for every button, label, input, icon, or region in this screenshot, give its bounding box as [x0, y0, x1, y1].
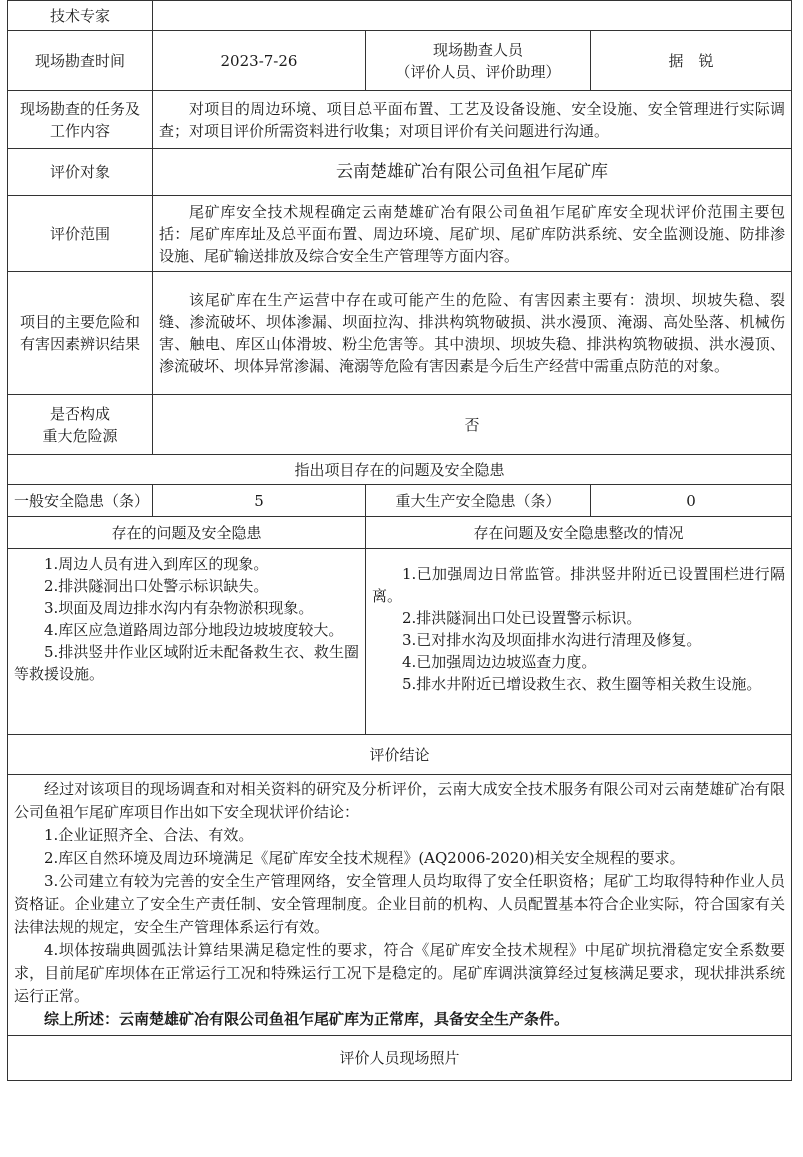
conclusion-paragraph: 2.库区自然环境及周边环境满足《尾矿库安全技术规程》(AQ2006-2020)相关安全规程的要求。 [44, 849, 685, 867]
hazard-label: 项目的主要危险和有害因素辨识结果 [8, 272, 153, 395]
list-item: 3.坝面及周边排水沟内有杂物淤积现象。 [44, 599, 314, 617]
object-label: 评价对象 [8, 149, 153, 196]
object-value: 云南楚雄矿冶有限公司鱼祖乍尾矿库 [153, 149, 792, 196]
general-hazard-label: 一般安全隐患（条） [8, 485, 153, 517]
list-item: 5.排水井附近已增设救生衣、救生圈等相关救生设施。 [402, 675, 762, 693]
scope-row [8, 196, 792, 272]
conclusion-paragraph: 经过对该项目的现场调查和对相关资料的研究及分析评价，云南大成安全技术服务有限公司对云南楚雄矿冶有限公司鱼祖乍尾矿库项目作出如下安全现状评价结论： [14, 780, 786, 821]
list-item: 2.排洪隧洞出口处已设置警示标识。 [402, 609, 642, 627]
survey-staff-label-line2: （评价人员、评价助理） [395, 62, 561, 81]
major-hazard-row [8, 395, 792, 455]
task-label: 现场勘查的任务及工作内容 [8, 91, 153, 149]
list-item: 1.已加强周边日常监管。排洪竖井附近已设置围栏进行隔离。 [372, 565, 786, 605]
photos-title: 评价人员现场照片 [8, 1036, 792, 1081]
major-hazard-label-line2: 重大危险源 [42, 426, 118, 445]
issues-title-row [8, 455, 792, 485]
major-hazard-value: 否 [153, 395, 792, 455]
scope-label: 评价范围 [8, 196, 153, 272]
conclusion-row [8, 775, 792, 1036]
general-hazard-count: 5 [153, 485, 366, 517]
survey-time-label: 现场勘查时间 [8, 31, 153, 91]
form-table [7, 0, 792, 1081]
rectify-list [366, 549, 792, 735]
survey-time-value: 2023-7-26 [153, 31, 366, 91]
survey-staff-label [366, 31, 591, 91]
task-row [8, 91, 792, 149]
evaluation-form [7, 0, 791, 1081]
list-item: 5.排洪竖井作业区域附近未配备救生衣、救生圈等救援设施。 [14, 643, 359, 683]
problems-list [8, 549, 366, 735]
object-row [8, 149, 792, 196]
list-item: 2.排洪隧洞出口处警示标识缺失。 [44, 577, 269, 595]
task-text: 对项目的周边环境、项目总平面布置、工艺及设备设施、安全设施、安全管理进行实际调查；对项目评价所需资料进行收集；对项目评价有关问题进行沟通。 [153, 91, 792, 149]
conclusion-summary: 综上所述：云南楚雄矿冶有限公司鱼祖乍尾矿库为正常库，具备安全生产条件。 [44, 1010, 570, 1028]
major-hazard-count-label: 重大生产安全隐患（条） [366, 485, 591, 517]
issue-count-row [8, 485, 792, 517]
tech-expert-row [8, 1, 792, 31]
photos-row [8, 1036, 792, 1081]
survey-staff-value: 据 锐 [591, 31, 792, 91]
list-item: 4.已加强周边边坡巡查力度。 [402, 653, 597, 671]
tech-expert-label: 技术专家 [8, 1, 153, 31]
conclusion-paragraph: 1.企业证照齐全、合法、有效。 [44, 826, 254, 844]
major-hazard-count: 0 [591, 485, 792, 517]
conclusion-text [8, 775, 792, 1036]
hazard-row [8, 272, 792, 395]
scope-text: 尾矿库安全技术规程确定云南楚雄矿冶有限公司鱼祖乍尾矿库安全现状评价范围主要包括：尾矿库库址及总平面布置、周边环境、尾矿坝、尾矿库防洪系统、安全监测设施、防排渗设施、尾矿输送排放及综合安全生产管理等方面内容。 [153, 196, 792, 272]
conclusion-section-title: 评价结论 [8, 735, 792, 775]
hazard-text: 该尾矿库在生产运营中存在或可能产生的危险、有害因素主要有：溃坝、坝坡失稳、裂缝、渗流破坏、坝体渗漏、坝面拉沟、排洪构筑物破损、洪水漫顶、淹溺、高处坠落、机械伤害、触电、库区山体滑坡、粉尘危害等。其中溃坝、坝坡失稳、排洪构筑物破损、洪水漫顶、渗流破坏、坝体异常渗漏、淹溺等危险有害因素是今后生产经营中需重点防范的对象。 [153, 272, 792, 395]
conclusion-paragraph: 4.坝体按瑞典圆弧法计算结果满足稳定性的要求，符合《尾矿库安全技术规程》中尾矿坝抗滑稳定安全系数要求，目前尾矿库坝体在正常运行工况和特殊运行工况下是稳定的。尾矿库调洪演算经过复核满足要求，现状排洪系统运行正常。 [14, 941, 786, 1005]
problems-header: 存在的问题及安全隐患 [8, 517, 366, 549]
list-item: 3.已对排水沟及坝面排水沟进行清理及修复。 [402, 631, 702, 649]
major-hazard-label [8, 395, 153, 455]
list-item: 1.周边人员有进入到库区的现象。 [44, 555, 269, 573]
major-hazard-label-line1: 是否构成 [49, 404, 110, 423]
issues-content-row [8, 549, 792, 735]
survey-staff-label-line1: 现场勘查人员 [432, 40, 523, 59]
tech-expert-value [153, 1, 792, 31]
conclusion-paragraph: 3.公司建立有较为完善的安全生产管理网络，安全管理人员均取得了安全任职资格；尾矿工均取得特种作业人员资格证。企业建立了安全生产责任制、安全管理制度。企业目前的机构、人员配置基本符合企业实际，符合国家有关法律法规的规定，安全生产管理体系运行有效。 [14, 872, 786, 936]
rectify-header: 存在问题及安全隐患整改的情况 [366, 517, 792, 549]
survey-row [8, 31, 792, 91]
list-item: 4.库区应急道路周边部分地段边坡坡度较大。 [44, 621, 344, 639]
issues-header-row [8, 517, 792, 549]
conclusion-title-row [8, 735, 792, 775]
issues-section-title: 指出项目存在的问题及安全隐患 [8, 455, 792, 485]
